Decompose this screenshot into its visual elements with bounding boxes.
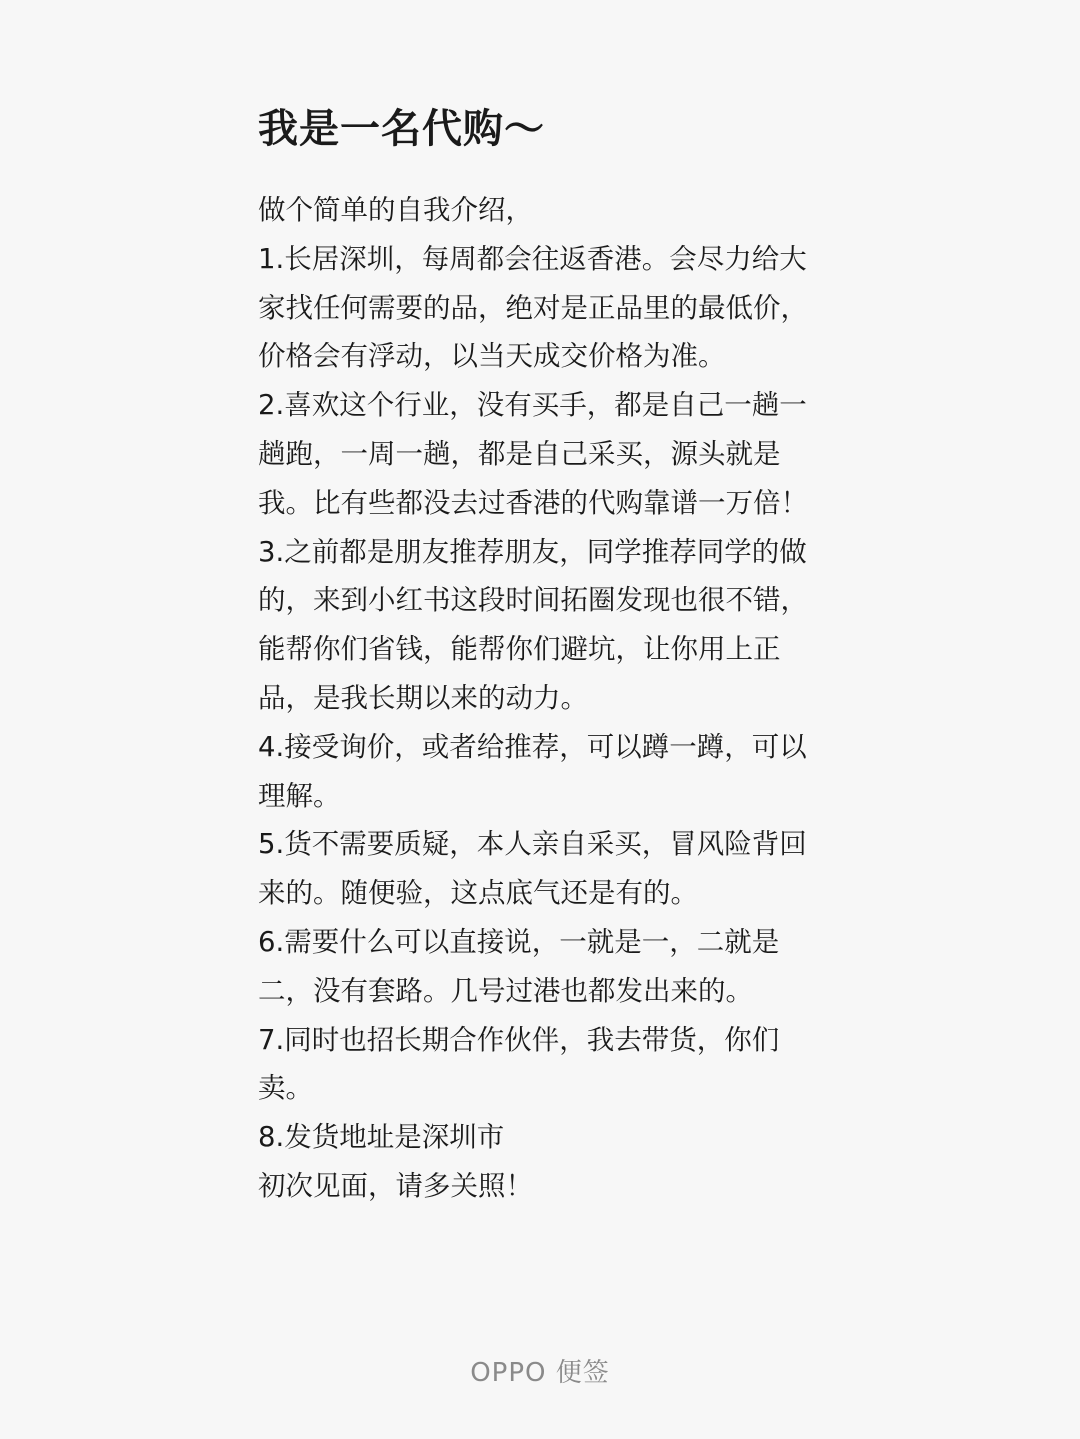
note-line-1: 1.长居深圳，每周都会往返香港。会尽力给大家找任何需要的品，绝对是正品里的最低价，价格会有浮动，以当天成交价格为准。	[258, 242, 808, 373]
note-line-8: 8.发货地址是深圳市	[258, 1121, 505, 1154]
note-line-intro: 做个简单的自我介绍，	[258, 194, 533, 226]
app-footer-label: OPPO 便签	[470, 1358, 610, 1388]
note-line-2: 2.喜欢这个行业，没有买手，都是自己一趟一趟跑，一周一趟，都是自己采买，源头就是我。比有些都没去过香港的代购靠谱一万倍！	[258, 389, 808, 519]
note-line-7: 7.同时也招长期合作伙伴，我去带货，你们卖。	[258, 1023, 780, 1105]
note-line-5: 5.货不需要质疑，本人亲自采买，冒风险背回来的。随便验，这点底气还是有的。	[258, 828, 807, 910]
note-line-6: 6.需要什么可以直接说，一就是一，二就是二，没有套路。几号过港也都发出来的。	[258, 925, 780, 1007]
note-content	[258, 100, 828, 1211]
note-body	[258, 186, 828, 1211]
note-title: 我是一名代购～	[258, 106, 545, 152]
note-line-closing: 初次见面，请多关照！	[258, 1169, 533, 1202]
note-line-3: 3.之前都是朋友推荐朋友，同学推荐同学的做的，来到小红书这段时间拓圈发现也很不错，能帮你们省钱，能帮你们避坑，让你用上正品，是我长期以来的动力。	[258, 535, 808, 714]
note-line-4: 4.接受询价，或者给推荐，可以蹲一蹲，可以理解。	[258, 730, 807, 812]
